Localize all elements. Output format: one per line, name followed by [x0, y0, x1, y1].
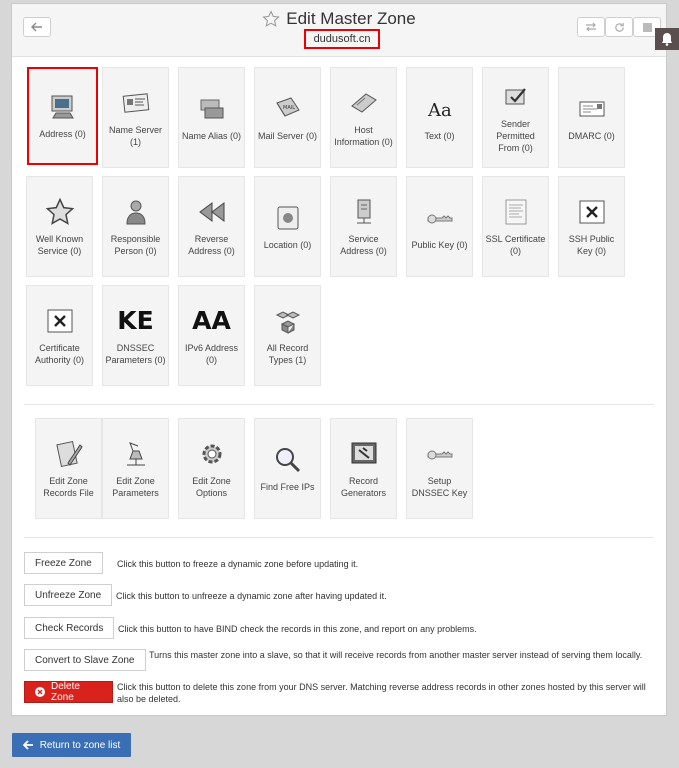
- edit-file-icon: [54, 439, 84, 469]
- tile-responsible-person[interactable]: Responsible Person (0): [102, 176, 169, 277]
- alias-icon: [197, 94, 227, 124]
- tool-record-generators[interactable]: Record Generators: [330, 418, 397, 519]
- tile-certificate-authority[interactable]: Certificate Authority (0): [26, 285, 93, 386]
- dnssec-key-icon: [425, 439, 455, 469]
- tile-host-information[interactable]: Host Information (0): [330, 67, 397, 168]
- monitor-icon: [48, 92, 78, 122]
- parameters-icon: [121, 439, 151, 469]
- delete-zone-button[interactable]: [24, 681, 113, 703]
- convert-to-slave-description: Turns this master zone into a slave, so that it will receive records from another master server instead of serving them locally.: [149, 650, 643, 660]
- bell-icon: [661, 32, 673, 46]
- mail-server-icon: [273, 94, 303, 124]
- tile-text[interactable]: Aa Text (0): [406, 67, 473, 168]
- host-info-icon: [349, 88, 379, 118]
- tile-reverse-address[interactable]: Reverse Address (0): [178, 176, 245, 277]
- cubes-icon: [273, 306, 303, 336]
- tile-address[interactable]: Address (0): [27, 67, 98, 165]
- tile-sender-permitted-from[interactable]: Sender Permitted From (0): [482, 67, 549, 168]
- tool-edit-zone-records-file[interactable]: Edit Zone Records File: [35, 418, 102, 519]
- generator-icon: [349, 439, 379, 469]
- freeze-zone-description: Click this button to freeze a dynamic zone before updating it.: [117, 559, 359, 569]
- person-icon: [121, 197, 151, 227]
- refresh-icon: [614, 22, 625, 33]
- options-gear-icon: [197, 439, 227, 469]
- notification-button[interactable]: [655, 28, 679, 50]
- star-icon: [45, 197, 75, 227]
- refresh-button[interactable]: [605, 17, 633, 37]
- stop-icon: [643, 23, 652, 32]
- delete-zone-description: Click this button to delete this zone from your DNS server. Matching reverse address records in other zones hosted by this server will also be deleted.: [117, 682, 646, 704]
- tool-setup-dnssec-key[interactable]: Setup DNSSEC Key: [406, 418, 473, 519]
- key-icon: [425, 203, 455, 233]
- ca-icon: [45, 306, 75, 336]
- tool-find-free-ips[interactable]: Find Free IPs: [254, 418, 321, 519]
- swap-icon: [585, 22, 597, 32]
- name-card-icon: [121, 88, 151, 118]
- tile-ipv6-address[interactable]: AA IPv6 Address (0): [178, 285, 245, 386]
- certificate-icon: [501, 197, 531, 227]
- ssh-key-icon: [577, 197, 607, 227]
- svg-text:MAIL: MAIL: [282, 104, 295, 111]
- location-icon: [273, 203, 303, 233]
- return-label: Return to zone list: [39, 739, 121, 751]
- dmarc-icon: [577, 94, 607, 124]
- tile-dmarc[interactable]: DMARC (0): [558, 67, 625, 168]
- tool-edit-zone-parameters[interactable]: Edit Zone Parameters: [102, 418, 169, 519]
- magnifier-icon: [273, 445, 303, 475]
- service-icon: [349, 197, 379, 227]
- tile-ssh-public-key[interactable]: SSH Public Key (0): [558, 176, 625, 277]
- aa-icon: AA: [192, 306, 231, 335]
- favorite-star-icon[interactable]: [262, 10, 280, 28]
- tile-dnssec-parameters[interactable]: KE DNSSEC Parameters (0): [102, 285, 169, 386]
- unfreeze-zone-button[interactable]: Unfreeze Zone: [24, 584, 112, 606]
- main-panel: [11, 3, 667, 716]
- text-icon: [425, 94, 455, 124]
- tile-name-server[interactable]: Name Server (1): [102, 67, 169, 168]
- tile-ssl-certificate[interactable]: SSL Certificate (0): [482, 176, 549, 277]
- sender-icon: [501, 82, 531, 112]
- tile-all-record-types[interactable]: All Record Types (1): [254, 285, 321, 386]
- zone-name: dudusoft.cn: [304, 29, 380, 49]
- freeze-zone-button[interactable]: Freeze Zone: [24, 552, 103, 574]
- tool-edit-zone-options[interactable]: Edit Zone Options: [178, 418, 245, 519]
- check-records-button[interactable]: Check Records: [24, 617, 114, 639]
- section-divider: [24, 537, 654, 538]
- left-arrow-icon: [23, 740, 34, 750]
- section-divider: [24, 404, 654, 405]
- tile-name-alias[interactable]: Name Alias (0): [178, 67, 245, 168]
- sync-button[interactable]: [577, 17, 605, 37]
- tile-location[interactable]: Location (0): [254, 176, 321, 277]
- convert-to-slave-button[interactable]: Convert to Slave Zone: [24, 649, 146, 671]
- tile-well-known-service[interactable]: Well Known Service (0): [26, 176, 93, 277]
- tile-service-address[interactable]: Service Address (0): [330, 176, 397, 277]
- ke-icon: KE: [117, 306, 154, 335]
- svg-text:Aa: Aa: [427, 99, 452, 121]
- reverse-icon: [197, 197, 227, 227]
- header-bar: [12, 4, 666, 57]
- return-to-zone-list-button[interactable]: [12, 733, 131, 757]
- tile-public-key[interactable]: Public Key (0): [406, 176, 473, 277]
- delete-zone-label: Delete Zone: [51, 681, 80, 703]
- unfreeze-zone-description: Click this button to unfreeze a dynamic zone after having updated it.: [116, 591, 387, 601]
- delete-icon: [35, 687, 45, 697]
- check-records-description: Click this button to have BIND check the records in this zone, and report on any problems.: [118, 624, 477, 634]
- tile-mail-server[interactable]: MAIL Mail Server (0): [254, 67, 321, 168]
- page-title: Edit Master Zone: [286, 9, 416, 28]
